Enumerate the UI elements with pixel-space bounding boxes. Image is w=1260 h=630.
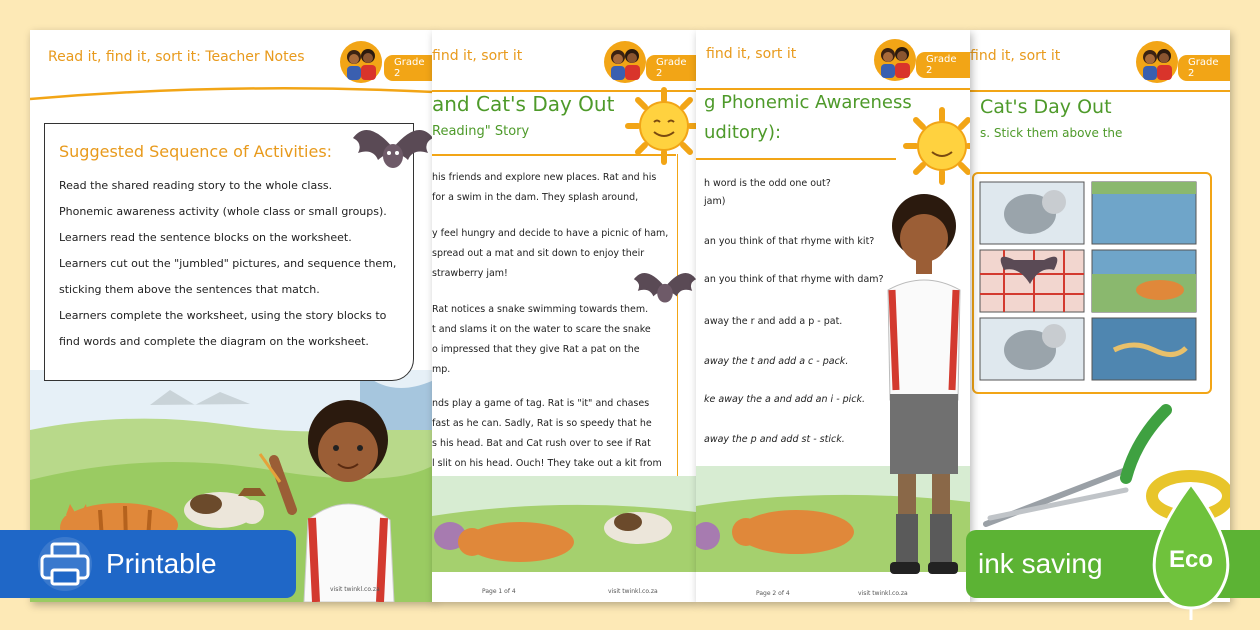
worksheet-page-phonemic	[696, 30, 970, 602]
story-text	[432, 168, 668, 494]
footer-url: visit twinkl.co.za	[858, 590, 908, 597]
picnic-scene	[432, 476, 696, 572]
children-logo-icon	[872, 38, 918, 82]
story-line: his friends and explore new places. Rat and his	[432, 172, 657, 183]
story-line: mp.	[432, 364, 451, 375]
story-line: spread out a mat and sit down to enjoy their	[432, 248, 645, 259]
page-header-title: find it, sort it	[432, 48, 523, 64]
story-line: nds play a game of tag. Rat is "it" and chases	[432, 398, 650, 409]
printer-icon	[32, 536, 98, 592]
grade-badge: Grade 2	[1178, 55, 1230, 81]
boy-illustration	[876, 190, 970, 580]
printable-badge[interactable]	[0, 530, 296, 598]
question-line: away the t and add a c - pack.	[704, 356, 849, 367]
children-logo-icon	[1134, 40, 1180, 84]
note-line: Learners cut out the "jumbled" pictures, and sequence them,	[59, 257, 397, 270]
note-line: Learners read the sentence blocks on the worksheet.	[59, 231, 352, 244]
story-subtitle: Reading" Story	[432, 124, 530, 139]
story-line: s his head. Bat and Cat rush over to see if Rat	[432, 438, 651, 449]
story-line: t and slams it on the water to scare the snake	[432, 324, 651, 335]
story-line: Rat notices a snake swimming towards them.	[432, 304, 649, 315]
story-line: l slit on his head. Ouch! They take out a kit from	[432, 458, 662, 469]
note-line: Learners complete the worksheet, using the story blocks to	[59, 309, 387, 322]
note-line: sticking them above the sentences that match.	[59, 283, 320, 296]
header-rule	[696, 88, 970, 90]
bat-illustration	[348, 108, 434, 188]
grade-badge: Grade 2	[384, 55, 434, 81]
question-line: jam)	[704, 196, 726, 207]
note-line: Phonemic awareness activity (whole class or small groups).	[59, 205, 387, 218]
page-header-title: Read it, find it, sort it: Teacher Notes	[48, 49, 305, 65]
page-header-title: find it, sort it	[970, 48, 1061, 64]
eco-label: Eco	[1168, 546, 1213, 573]
question-line: away the r and add a p - pat.	[704, 316, 843, 327]
question-line: ke away the a and add an i - pick.	[704, 394, 866, 405]
activity-box-border	[696, 158, 896, 160]
question-line: an you think of that rhyme with dam?	[704, 274, 884, 285]
footer-page-number: Page 2 of 4	[756, 590, 790, 597]
page-header-title: find it, sort it	[706, 46, 797, 62]
grade-badge: Grade 2	[916, 52, 970, 78]
printable-label: Printable	[106, 548, 217, 579]
bat-illustration	[630, 254, 696, 320]
footer-url: visit twinkl.co.za	[330, 586, 380, 593]
activity-subtitle: uditory):	[704, 122, 782, 143]
picture-card	[980, 250, 1084, 312]
worksheet-title: Cat's Day Out	[980, 96, 1112, 118]
sun-illustration	[902, 106, 970, 186]
story-line: o impressed that they give Rat a pat on the	[432, 344, 640, 355]
note-line: find words and complete the diagram on the worksheet.	[59, 335, 369, 348]
ink-saving-label: ink saving	[978, 548, 1103, 579]
question-line: h word is the odd one out?	[704, 178, 831, 189]
footer-page-number: Page 1 of 4	[482, 588, 516, 595]
story-line: y feel hungry and decide to have a picnic of ham,	[432, 228, 669, 239]
worksheet-page-teacher-notes	[30, 30, 434, 602]
story-title: and Cat's Day Out	[432, 92, 615, 116]
children-logo-icon	[602, 40, 648, 84]
story-box-border	[432, 154, 676, 156]
worksheet-instruction: s. Stick them above the	[980, 126, 1123, 140]
question-line: an you think of that rhyme with kit?	[704, 236, 875, 247]
header-rule	[970, 90, 1230, 92]
story-line: for a swim in the dam. They splash around,	[432, 192, 639, 203]
story-line: strawberry jam!	[432, 268, 508, 279]
grade-badge: Grade 2	[646, 55, 696, 81]
picture-grid	[972, 172, 1212, 394]
picture-card	[1092, 318, 1196, 380]
section-heading: Suggested Sequence of Activities:	[59, 142, 333, 161]
question-line: away the p and add st - stick.	[704, 434, 845, 445]
footer-url: visit twinkl.co.za	[608, 588, 658, 595]
note-line: Read the shared reading story to the whole class.	[59, 179, 333, 192]
activity-title: g Phonemic Awareness	[704, 92, 912, 113]
story-line: fast as he can. Sadly, Rat is so speedy that he	[432, 418, 652, 429]
worksheet-page-story	[432, 30, 696, 602]
